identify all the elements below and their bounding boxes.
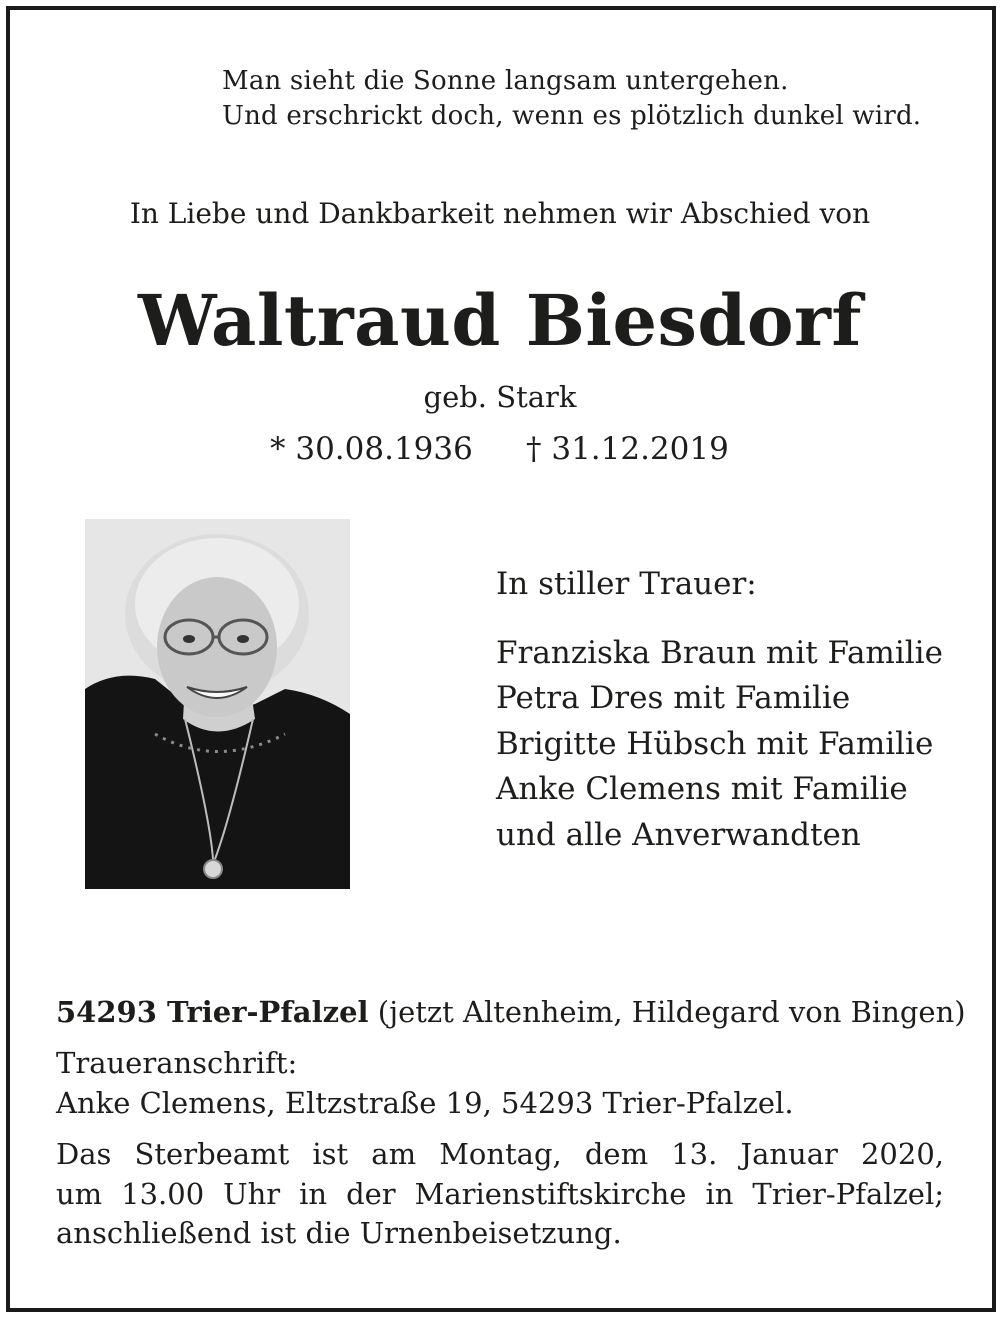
service-line-1: Das Sterbeamt ist am Montag, dem 13. Januar 2020, (56, 1137, 944, 1171)
mourner-item: Petra Dres mit Familie (496, 680, 851, 716)
mourner-item: Franziska Braun mit Familie (496, 635, 943, 671)
mourner-item: Brigitte Hübsch mit Familie (496, 726, 934, 762)
death-date: † 31.12.2019 (526, 431, 729, 467)
portrait-photo (85, 519, 350, 889)
quote-line-1: Man sieht die Sonne langsam untergehen. (222, 66, 789, 96)
service-line-3: anschließend ist die Urnenbeisetzung. (56, 1216, 622, 1250)
service-line-2: um 13.00 Uhr in der Marienstiftskirche in Trier-Pfalzel; (56, 1177, 944, 1211)
deceased-name: Waltraud Biesdorf (137, 279, 863, 362)
maiden-name: geb. Stark (423, 380, 577, 414)
intro-text: In Liebe und Dankbarkeit nehmen wir Abschied von (129, 197, 871, 230)
birth-date: * 30.08.1936 (270, 431, 473, 467)
location-place: 54293 Trier-Pfalzel (56, 995, 369, 1029)
address-label: Traueranschrift: (56, 1046, 298, 1080)
address-value: Anke Clemens, Eltzstraße 19, 54293 Trier-Pfalzel. (56, 1086, 794, 1120)
location-note: (jetzt Altenheim, Hildegard von Bingen) (377, 995, 966, 1029)
mourner-item: und alle Anverwandten (496, 817, 861, 853)
mourner-item: Anke Clemens mit Familie (496, 771, 908, 807)
quote-line-2: Und erschrickt doch, wenn es plötzlich dunkel wird. (222, 101, 922, 131)
mourners-heading: In stiller Trauer: (496, 566, 757, 602)
location-line (56, 995, 966, 1029)
